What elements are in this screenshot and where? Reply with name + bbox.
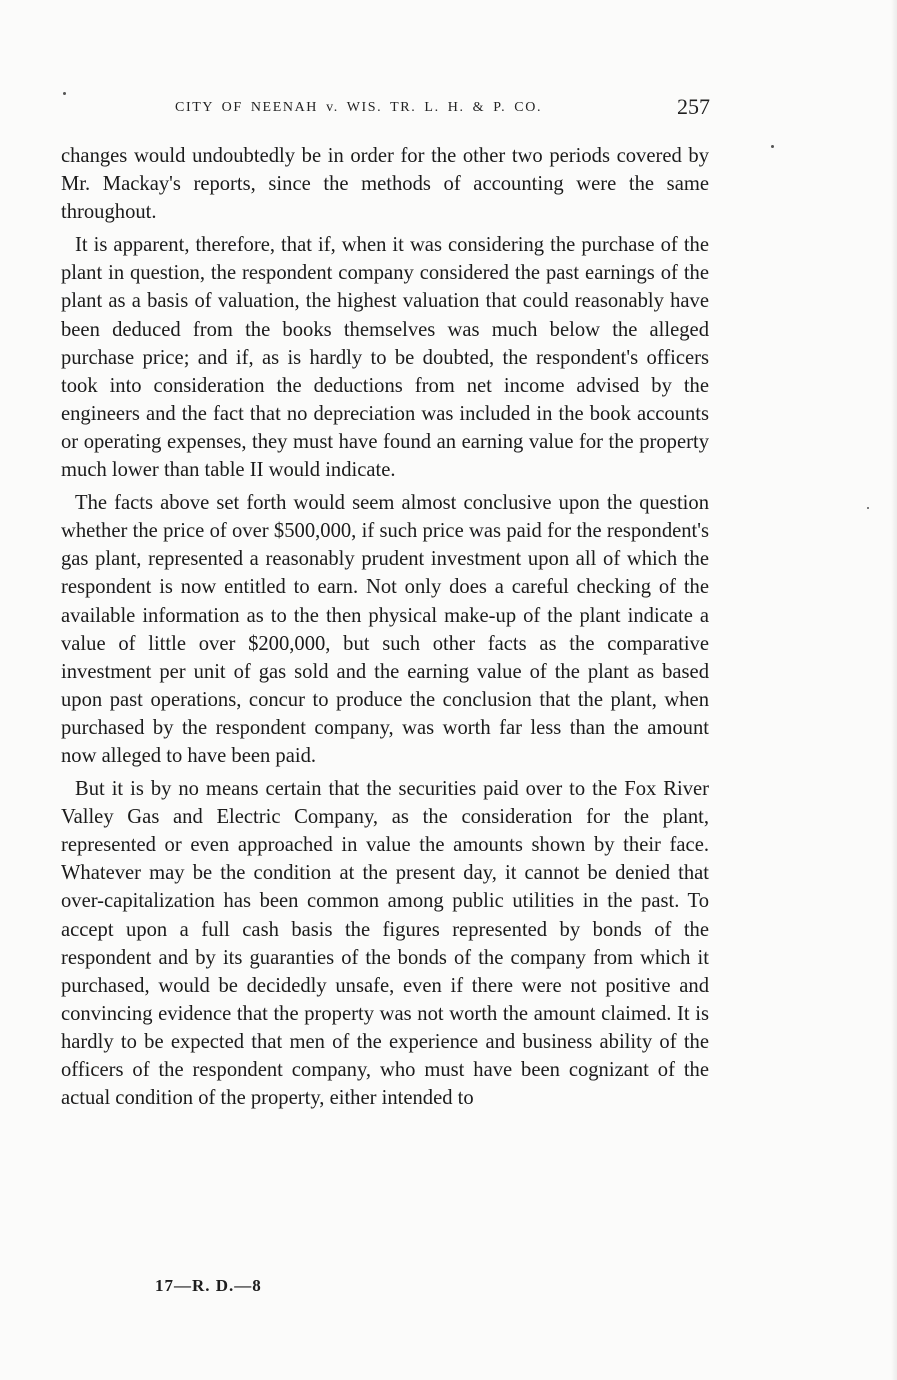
scan-speck bbox=[771, 145, 774, 148]
signature-mark: 17—R. D.—8 bbox=[155, 1276, 262, 1295]
body-text bbox=[61, 142, 709, 1112]
running-title: CITY OF NEENAH v. WIS. TR. L. H. & P. CO. bbox=[175, 100, 543, 115]
scan-speck bbox=[63, 92, 66, 95]
paragraph-continuation: changes would undoubtedly be in order for the other two periods covered by Mr. Mackay's reports, since the methods of accounting were the same throughout. bbox=[61, 145, 709, 224]
paragraph-prudent-investment: The facts above set forth would seem almost conclusive upon the question whether the price of over $500,000, if such price was paid for the respondent's gas plant, represented a reasonably prudent investment upon all of which the respondent is now entitled to earn. Not only does a careful checking of the available information as to the then physical make-up of the plant indicate a value of little over $200,000, but such other facts as the comparative investment per unit of gas sold and the earning value of the plant as based upon past operations, concur to produce the conclusion that the plant, when purchased by the respondent company, was worth far less than the amount now alleged to have been paid. bbox=[61, 492, 709, 767]
paragraph-purchase-valuation: It is apparent, therefore, that if, when it was considering the purchase of the plant in question, the respondent company considered the past earnings of the plant as a basis of valuation, the highest valuation that could reasonably have been deduced from the books themselves was much below the alleged purchase price; and if, as is hardly to be doubted, the respondent's officers took into consideration the deductions from net income advised by the engineers and the fact that no depreciation was included in the book accounts or operating expenses, they must have found an earning value for the property much lower than table II would indicate. bbox=[61, 234, 709, 482]
scan-speck bbox=[867, 507, 869, 509]
running-head bbox=[175, 94, 710, 124]
paragraph-securities: But it is by no means certain that the securities paid over to the Fox River Valley Gas and Electric Company, as the consideration for the plant, represented or even approached in value the amounts shown by their face. Whatever may be the condition at the present day, it cannot be denied that over-capitalization has been common among public utilities in the past. To accept upon a full cash basis the figures represented by bonds of the respondent and by its guaranties of the bonds of the company from which it purchased, would be decidedly unsafe, even if there were not positive and convincing evidence that the property was not worth the amount claimed. It is hardly to be expected that men of the experience and business ability of the officers of the respondent company, who must have been cognizant of the actual condition of the property, either intended to bbox=[61, 778, 709, 1110]
page-edge-shadow bbox=[891, 0, 897, 1380]
page-number: 257 bbox=[677, 94, 710, 119]
